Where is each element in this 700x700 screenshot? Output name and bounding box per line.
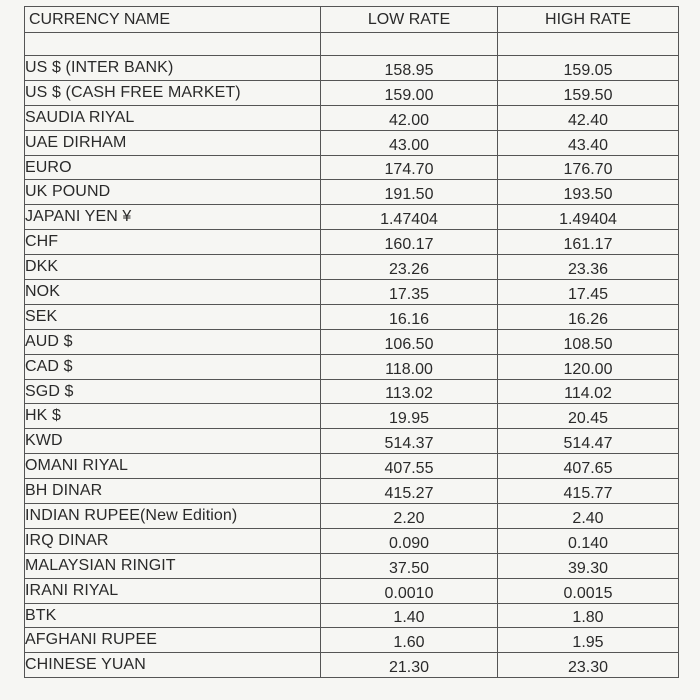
currency-name-cell: SEK [25, 304, 321, 329]
low-rate-cell: 191.50 [321, 180, 498, 205]
table-body [25, 33, 679, 678]
table-row [25, 479, 679, 504]
table-row [25, 56, 679, 81]
table-row [25, 205, 679, 230]
low-rate-cell: 514.37 [321, 429, 498, 454]
header-high-rate: HIGH RATE [498, 7, 679, 33]
table-row [25, 130, 679, 155]
blank-row [25, 33, 679, 56]
blank-cell [321, 33, 498, 56]
low-rate-cell: 106.50 [321, 329, 498, 354]
low-rate-cell: 2.20 [321, 504, 498, 529]
table-row [25, 553, 679, 578]
high-rate-cell: 159.05 [498, 56, 679, 81]
header-low-rate: LOW RATE [321, 7, 498, 33]
low-rate-cell: 19.95 [321, 404, 498, 429]
low-rate-cell: 0.090 [321, 528, 498, 553]
table-row [25, 105, 679, 130]
high-rate-cell: 415.77 [498, 479, 679, 504]
table-row [25, 80, 679, 105]
low-rate-cell: 1.40 [321, 603, 498, 628]
currency-name-cell: US $ (CASH FREE MARKET) [25, 80, 321, 105]
low-rate-cell: 42.00 [321, 105, 498, 130]
high-rate-cell: 1.95 [498, 628, 679, 653]
currency-name-cell: BTK [25, 603, 321, 628]
currency-name-cell: IRQ DINAR [25, 528, 321, 553]
blank-cell [498, 33, 679, 56]
currency-name-cell: SAUDIA RIYAL [25, 105, 321, 130]
currency-name-cell: MALAYSIAN RINGIT [25, 553, 321, 578]
high-rate-cell: 1.49404 [498, 205, 679, 230]
high-rate-cell: 114.02 [498, 379, 679, 404]
table-row [25, 180, 679, 205]
currency-name-cell: KWD [25, 429, 321, 454]
currency-name-cell: INDIAN RUPEE(New Edition) [25, 504, 321, 529]
currency-name-cell: BH DINAR [25, 479, 321, 504]
high-rate-cell: 42.40 [498, 105, 679, 130]
high-rate-cell: 16.26 [498, 304, 679, 329]
currency-name-cell: AUD $ [25, 329, 321, 354]
currency-name-cell: UK POUND [25, 180, 321, 205]
high-rate-cell: 120.00 [498, 354, 679, 379]
low-rate-cell: 158.95 [321, 56, 498, 81]
high-rate-cell: 193.50 [498, 180, 679, 205]
currency-name-cell: NOK [25, 280, 321, 305]
low-rate-cell: 407.55 [321, 454, 498, 479]
header-row [25, 7, 679, 33]
currency-name-cell: OMANI RIYAL [25, 454, 321, 479]
header-currency-name: CURRENCY NAME [25, 7, 321, 33]
high-rate-cell: 20.45 [498, 404, 679, 429]
table-row [25, 653, 679, 678]
table-row [25, 578, 679, 603]
low-rate-cell: 159.00 [321, 80, 498, 105]
low-rate-cell: 0.0010 [321, 578, 498, 603]
low-rate-cell: 23.26 [321, 255, 498, 280]
currency-name-cell: CHINESE YUAN [25, 653, 321, 678]
table-row [25, 354, 679, 379]
table-row [25, 628, 679, 653]
table-row [25, 603, 679, 628]
low-rate-cell: 160.17 [321, 230, 498, 255]
low-rate-cell: 21.30 [321, 653, 498, 678]
table-row [25, 304, 679, 329]
currency-name-cell: CHF [25, 230, 321, 255]
high-rate-cell: 407.65 [498, 454, 679, 479]
low-rate-cell: 174.70 [321, 155, 498, 180]
table-row [25, 528, 679, 553]
high-rate-cell: 0.0015 [498, 578, 679, 603]
low-rate-cell: 1.47404 [321, 205, 498, 230]
low-rate-cell: 16.16 [321, 304, 498, 329]
low-rate-cell: 118.00 [321, 354, 498, 379]
table-row [25, 329, 679, 354]
table-row [25, 454, 679, 479]
high-rate-cell: 1.80 [498, 603, 679, 628]
high-rate-cell: 176.70 [498, 155, 679, 180]
high-rate-cell: 2.40 [498, 504, 679, 529]
currency-name-cell: JAPANI YEN ¥ [25, 205, 321, 230]
table-row [25, 280, 679, 305]
currency-name-cell: UAE DIRHAM [25, 130, 321, 155]
high-rate-cell: 23.30 [498, 653, 679, 678]
high-rate-cell: 108.50 [498, 329, 679, 354]
currency-rate-table [24, 6, 679, 678]
high-rate-cell: 159.50 [498, 80, 679, 105]
currency-name-cell: SGD $ [25, 379, 321, 404]
currency-name-cell: AFGHANI RUPEE [25, 628, 321, 653]
currency-name-cell: DKK [25, 255, 321, 280]
high-rate-cell: 161.17 [498, 230, 679, 255]
currency-name-cell: EURO [25, 155, 321, 180]
table-row [25, 155, 679, 180]
low-rate-cell: 1.60 [321, 628, 498, 653]
table-row [25, 255, 679, 280]
high-rate-cell: 39.30 [498, 553, 679, 578]
table-row [25, 379, 679, 404]
table-row [25, 504, 679, 529]
currency-name-cell: HK $ [25, 404, 321, 429]
high-rate-cell: 23.36 [498, 255, 679, 280]
currency-name-cell: IRANI RIYAL [25, 578, 321, 603]
low-rate-cell: 43.00 [321, 130, 498, 155]
currency-name-cell: US $ (INTER BANK) [25, 56, 321, 81]
high-rate-cell: 0.140 [498, 528, 679, 553]
currency-name-cell: CAD $ [25, 354, 321, 379]
high-rate-cell: 514.47 [498, 429, 679, 454]
table-row [25, 230, 679, 255]
low-rate-cell: 17.35 [321, 280, 498, 305]
high-rate-cell: 43.40 [498, 130, 679, 155]
table-row [25, 404, 679, 429]
low-rate-cell: 37.50 [321, 553, 498, 578]
table-row [25, 429, 679, 454]
table-header [25, 7, 679, 33]
high-rate-cell: 17.45 [498, 280, 679, 305]
blank-cell [25, 33, 321, 56]
low-rate-cell: 415.27 [321, 479, 498, 504]
low-rate-cell: 113.02 [321, 379, 498, 404]
